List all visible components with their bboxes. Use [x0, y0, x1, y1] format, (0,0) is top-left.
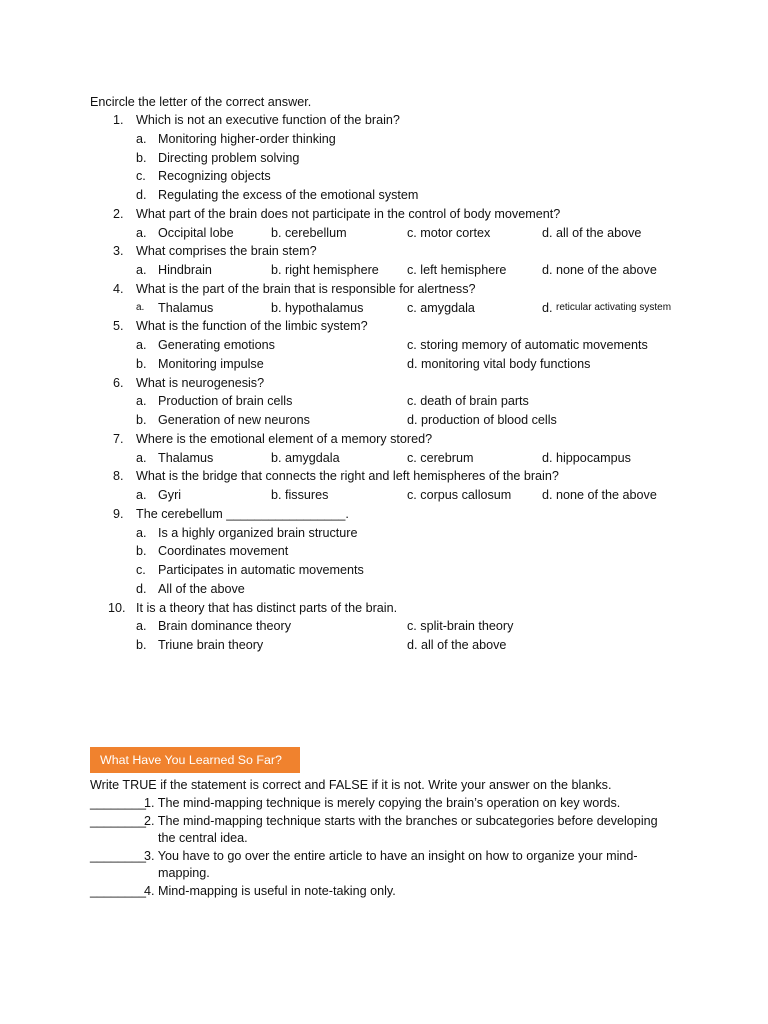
choice-row — [0, 336, 768, 355]
choice-text: c. split-brain theory — [407, 619, 514, 633]
question-number: 9. — [113, 507, 124, 521]
question-number: 8. — [113, 469, 124, 483]
question-text: Which is not an executive function of the brain? — [136, 113, 400, 127]
choice-letter: d. — [136, 582, 147, 596]
choice-letter: a. — [136, 394, 147, 408]
choice-text: Participates in automatic movements — [158, 563, 364, 577]
choice-letter: a. — [136, 226, 147, 240]
choice-text: d. monitoring vital body functions — [407, 357, 591, 371]
question-text: What comprises the brain stem? — [136, 244, 317, 258]
answer-blank[interactable]: ________ — [90, 814, 147, 828]
choice-letter: c. — [136, 169, 146, 183]
question-text: What is the bridge that connects the right and left hemispheres of the brain? — [136, 469, 559, 483]
section-banner: What Have You Learned So Far? — [90, 747, 300, 773]
item-text: 1. The mind-mapping technique is merely copying the brain’s operation on key words. — [144, 796, 621, 810]
question-10 — [0, 599, 768, 618]
choice-letter: a. — [136, 263, 147, 277]
question-8 — [0, 467, 768, 486]
question-3 — [0, 242, 768, 261]
question-number: 4. — [113, 282, 124, 296]
choice-row — [0, 261, 768, 280]
question-2 — [0, 205, 768, 224]
choice-text: Coordinates movement — [158, 544, 289, 558]
choice-letter: a. — [136, 526, 147, 540]
choice-row — [0, 486, 768, 505]
choice-letter: a. — [136, 619, 147, 633]
question-text: Where is the emotional element of a memory stored? — [136, 432, 433, 446]
choice-text: reticular activating system — [556, 302, 672, 313]
choice-row — [0, 411, 768, 430]
question-number: 6. — [113, 376, 124, 390]
choice-letter: d. — [542, 301, 553, 315]
true-false-item — [0, 812, 768, 831]
choice-text: c. cerebrum — [407, 451, 474, 465]
choice-text: Monitoring impulse — [158, 357, 264, 371]
choice-text: d. hippocampus — [542, 451, 631, 465]
answer-blank[interactable]: ________ — [90, 796, 147, 810]
choice-row — [0, 149, 768, 168]
choice-text: Triune brain theory — [158, 638, 264, 652]
choice-letter: b. — [136, 638, 147, 652]
answer-blank[interactable]: ________ — [90, 849, 147, 863]
instructions-line — [0, 93, 768, 112]
choice-text: Occipital lobe — [158, 226, 234, 240]
choice-text: Gyri — [158, 488, 182, 502]
item-text: 3. You have to go over the entire article to have an insight on how to organize your mind- — [144, 849, 638, 863]
answer-blank[interactable]: ________ — [90, 884, 147, 898]
choice-text: Recognizing objects — [158, 169, 271, 183]
true-false-item — [0, 794, 768, 813]
choice-text: Directing problem solving — [158, 151, 300, 165]
choice-text: Regulating the excess of the emotional system — [158, 188, 419, 202]
question-text: What part of the brain does not participate in the control of body movement? — [136, 207, 561, 221]
choice-text: b. cerebellum — [271, 226, 347, 240]
item-text: 2. The mind-mapping technique starts with the branches or subcategories before developing — [144, 814, 658, 828]
choice-row — [0, 355, 768, 374]
item-text: the central idea. — [158, 831, 248, 845]
choice-text: Thalamus — [158, 451, 214, 465]
choice-text: b. amygdala — [271, 451, 340, 465]
choice-text: d. all of the above — [542, 226, 642, 240]
choice-text: Thalamus — [158, 301, 214, 315]
choice-letter: b. — [136, 544, 147, 558]
choice-text: Is a highly organized brain structure — [158, 526, 358, 540]
choice-text: b. right hemisphere — [271, 263, 379, 277]
choice-text: Generation of new neurons — [158, 413, 310, 427]
choice-text: Brain dominance theory — [158, 619, 292, 633]
choice-text: Generating emotions — [158, 338, 275, 352]
question-text: It is a theory that has distinct parts of the brain. — [136, 601, 398, 615]
true-false-item — [0, 847, 768, 866]
question-number: 1. — [113, 113, 124, 127]
choice-text: d. production of blood cells — [407, 413, 557, 427]
question-4 — [0, 280, 768, 299]
choice-text: b. hypothalamus — [271, 301, 364, 315]
question-text: What is the part of the brain that is responsible for alertness? — [136, 282, 476, 296]
instructions-text: Encircle the letter of the correct answer. — [90, 95, 312, 109]
choice-row — [0, 617, 768, 636]
choice-text: Hindbrain — [158, 263, 212, 277]
choice-letter: a. — [136, 302, 145, 313]
item-continuation — [0, 864, 768, 883]
choice-text: d. none of the above — [542, 263, 657, 277]
choice-text: c. amygdala — [407, 301, 475, 315]
question-number: 7. — [113, 432, 124, 446]
section2-instructions: Write TRUE if the statement is correct and FALSE if it is not. Write your answer on the blanks. — [90, 778, 612, 792]
choice-row — [0, 130, 768, 149]
choice-row — [0, 580, 768, 599]
choice-text: Monitoring higher-order thinking — [158, 132, 336, 146]
question-9 — [0, 505, 768, 524]
choice-row — [0, 224, 768, 243]
choice-letter: b. — [136, 151, 147, 165]
question-7 — [0, 430, 768, 449]
question-number: 2. — [113, 207, 124, 221]
question-number: 3. — [113, 244, 124, 258]
choice-letter: b. — [136, 357, 147, 371]
choice-letter: c. — [136, 563, 146, 577]
choice-row — [0, 392, 768, 411]
choice-letter: a. — [136, 132, 147, 146]
item-continuation — [0, 829, 768, 848]
question-text: What is the function of the limbic system? — [136, 319, 368, 333]
question-6 — [0, 374, 768, 393]
choice-letter: b. — [136, 413, 147, 427]
choice-row — [0, 299, 768, 318]
choice-letter: a. — [136, 338, 147, 352]
choice-text: c. death of brain parts — [407, 394, 529, 408]
question-number: 10. — [108, 601, 126, 615]
question-number: 5. — [113, 319, 124, 333]
choice-text: d. all of the above — [407, 638, 507, 652]
item-text: mapping. — [158, 866, 210, 880]
question-5 — [0, 317, 768, 336]
question-1 — [0, 111, 768, 130]
choice-row — [0, 449, 768, 468]
choice-text: c. left hemisphere — [407, 263, 507, 277]
choice-text: b. fissures — [271, 488, 329, 502]
choice-text: All of the above — [158, 582, 245, 596]
choice-row — [0, 542, 768, 561]
choice-row — [0, 561, 768, 580]
choice-text: d. none of the above — [542, 488, 657, 502]
choice-text: Production of brain cells — [158, 394, 293, 408]
choice-text: c. motor cortex — [407, 226, 491, 240]
choice-text: c. storing memory of automatic movements — [407, 338, 648, 352]
question-text: The cerebellum _________________. — [136, 507, 349, 521]
choice-text: c. corpus callosum — [407, 488, 512, 502]
choice-row — [0, 186, 768, 205]
item-text: 4. Mind-mapping is useful in note-taking only. — [144, 884, 396, 898]
choice-row — [0, 636, 768, 655]
choice-letter: a. — [136, 451, 147, 465]
section2-instructions-line — [0, 776, 768, 795]
question-text: What is neurogenesis? — [136, 376, 265, 390]
true-false-item — [0, 882, 768, 901]
choice-letter: a. — [136, 488, 147, 502]
choice-row — [0, 524, 768, 543]
choice-row — [0, 167, 768, 186]
choice-letter: d. — [136, 188, 147, 202]
